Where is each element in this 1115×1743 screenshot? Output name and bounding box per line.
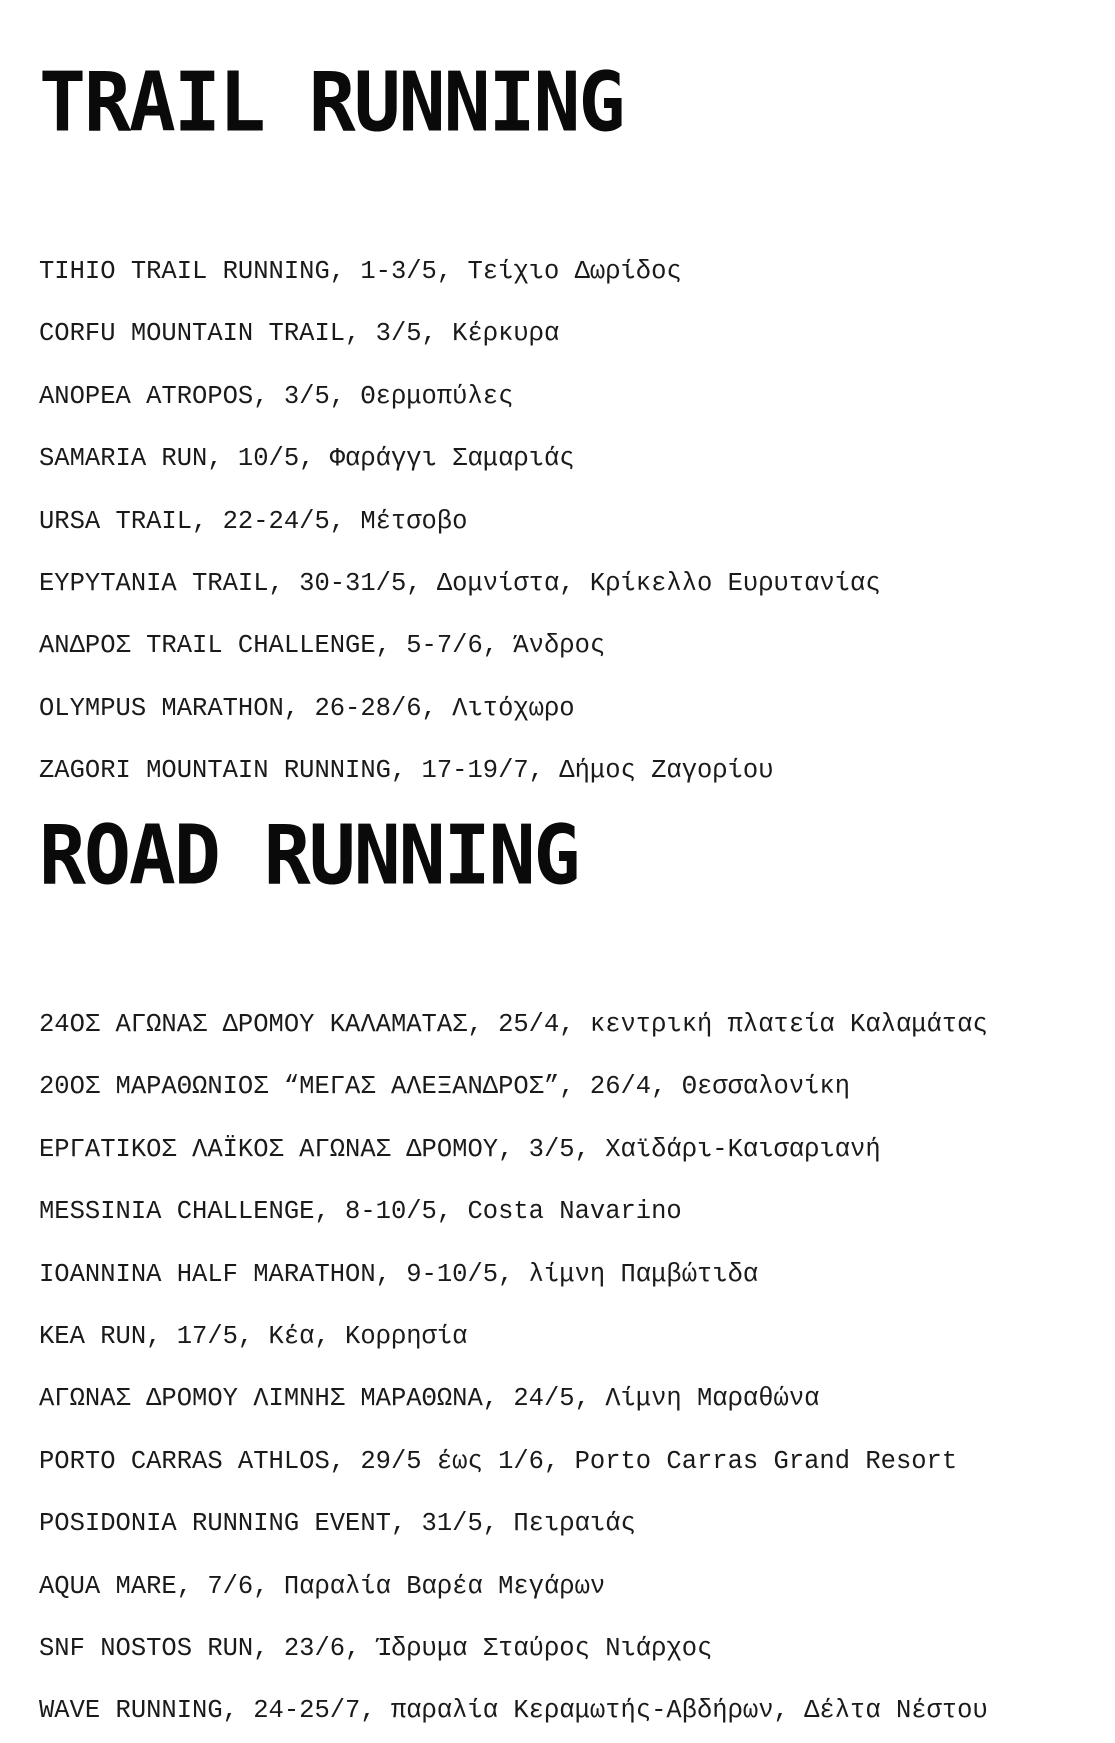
road-event-item: ΑΓΩΝΑΣ ΔΡΟΜΟΥ ΛΙΜΝΗΣ ΜΑΡΑΘΩΝΑ, 24/5, Λίμνη Μαραθώνα — [39, 1384, 820, 1414]
road-event-item: KEA RUN, 17/5, Κέα, Κορρησία — [39, 1321, 468, 1351]
road-event-item: AQUA MARE, 7/6, Παραλία Βαρέα Μεγάρων — [39, 1571, 606, 1601]
road-event-item: MESSINIA CHALLENGE, 8-10/5, Costa Navarino — [39, 1197, 682, 1227]
trail-event-item: SAMARIA RUN, 10/5, Φαράγγι Σαμαριάς — [39, 444, 575, 474]
road-event-item: 20ΟΣ ΜΑΡΑΘΩΝΙΟΣ “ΜΕΓΑΣ ΑΛΕΞΑΝΔΡΟΣ”, 26/4, Θεσσαλονίκη — [39, 1072, 851, 1102]
road-event-item: POSIDONIA RUNNING EVENT, 31/5, Πειραιάς — [39, 1509, 636, 1539]
trail-event-item: OLYMPUS MARATHON, 26-28/6, Λιτόχωρο — [39, 693, 575, 723]
road-event-item: IOANNINA HALF MARATHON, 9-10/5, λίμνη Παμβώτιδα — [39, 1259, 759, 1289]
trail-event-list — [39, 241, 1095, 803]
trail-event-item: URSA TRAIL, 22-24/5, Μέτσοβο — [39, 506, 468, 536]
road-running-heading: ROAD RUNNING — [39, 809, 579, 904]
road-event-list — [39, 994, 1095, 1743]
trail-event-item: ΑΝΔΡΟΣ TRAIL CHALLENGE, 5-7/6, Άνδρος — [39, 631, 606, 661]
road-running-section — [39, 808, 1095, 1743]
road-event-item: ΕΡΓΑΤΙΚΟΣ ΛΑΪΚΟΣ ΑΓΩΝΑΣ ΔΡΟΜΟΥ, 3/5, Χαϊδάρι-Καισαριανή — [39, 1134, 881, 1164]
trail-running-section — [39, 55, 1095, 803]
trail-event-item: ANOPEA ATROPOS, 3/5, Θερμοπύλες — [39, 381, 514, 411]
trail-event-item: CORFU MOUNTAIN TRAIL, 3/5, Κέρκυρα — [39, 319, 560, 349]
road-event-item: PORTO CARRAS ATHLOS, 29/5 έως 1/6, Porto Carras Grand Resort — [39, 1446, 958, 1476]
road-event-item: WAVE RUNNING, 24-25/7, παραλία Κεραμωτής-Αβδήρων, Δέλτα Νέστου — [39, 1696, 988, 1726]
road-event-item: SNF NOSTOS RUN, 23/6, Ίδρυμα Σταύρος Νιάρχος — [39, 1633, 713, 1663]
trail-event-item: ZAGORI MOUNTAIN RUNNING, 17-19/7, Δήμος Ζαγορίου — [39, 756, 774, 786]
road-event-item: 24ΟΣ ΑΓΩΝΑΣ ΔΡΟΜΟΥ ΚΑΛΑΜΑΤΑΣ, 25/4, κεντρική πλατεία Καλαμάτας — [39, 1010, 988, 1039]
trail-running-heading: TRAIL RUNNING — [39, 56, 624, 151]
trail-event-item: ΕΥΡΥΤΑΝΙΑ TRAIL, 30-31/5, Δομνίστα, Κρίκελλο Ευρυτανίας — [39, 568, 881, 598]
trail-event-item: TIHIO TRAIL RUNNING, 1-3/5, Τείχιο Δωρίδος — [39, 257, 682, 286]
